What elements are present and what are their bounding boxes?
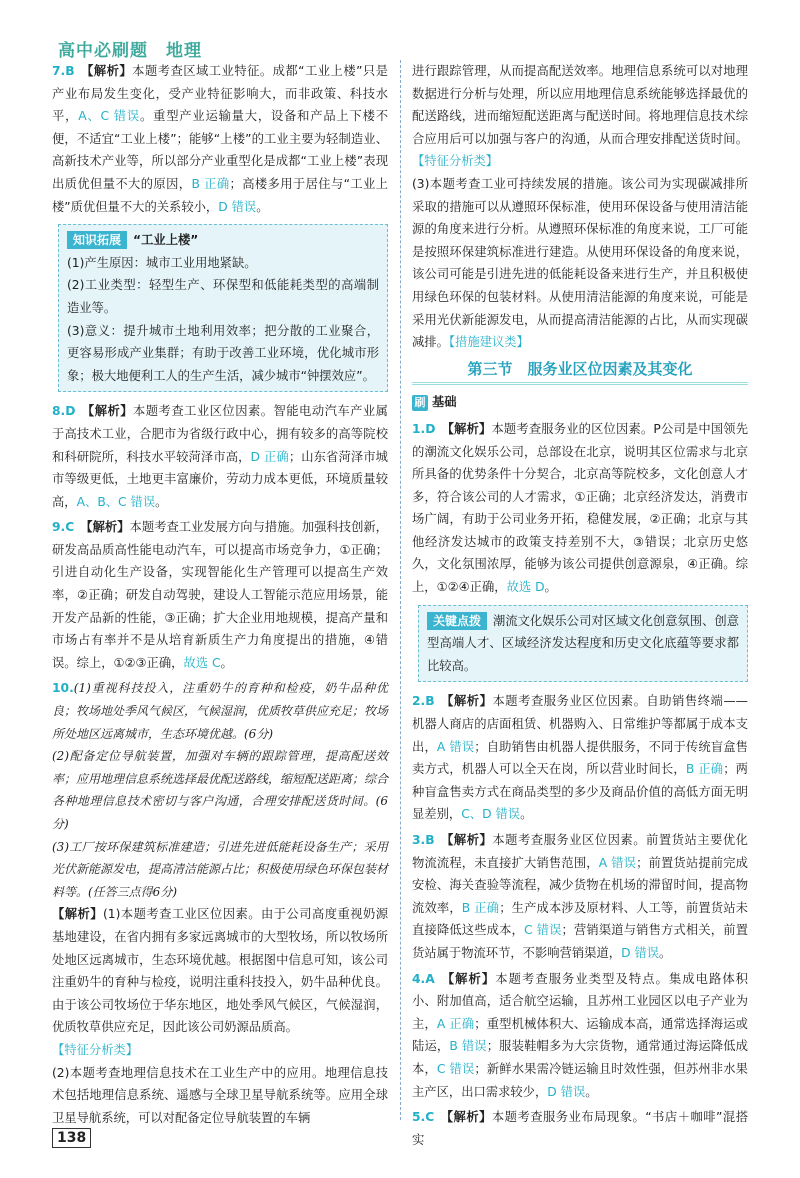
- box-label: 知识拓展: [67, 231, 127, 249]
- box-line: (2)工业类型：轻型生产、环保型和低能耗类型的高端制造业等。: [67, 278, 379, 315]
- judgment: D 错误: [547, 1084, 586, 1099]
- text: (2)本题考查地理信息技术在工业生产中的应用。地理信息技术包括地理信息系统、遥感与全球卫星导航系统等。应用全球卫星导航系统，可以对配备定位导航装置的车辆: [52, 1065, 388, 1125]
- answer-q10-continued: [412, 60, 748, 354]
- answer-s5: [412, 1106, 748, 1151]
- category-tag: 【措施建议类】: [448, 335, 529, 350]
- judgment: D 正确: [250, 449, 289, 464]
- category-tag: 【特征分析类】: [52, 1042, 139, 1057]
- text: ；自助销售由机器人提供服务，不同于传统盲盒售卖方式，机器人可以全天在岗，所以营业时间长，: [412, 739, 748, 777]
- analysis-tag: 【解析】: [441, 421, 492, 436]
- analysis-tag: 【解析】: [440, 833, 493, 847]
- handwritten-answer: (3)工厂按环保建筑标准建造；引进先进低能耗设备生产；采用光伏新能源发电，提高清洁能源占比；积极使用绿色环保包装材料等。(任答三点得6分): [52, 839, 389, 899]
- question-number: 1.: [412, 421, 426, 436]
- answer-q10: [52, 677, 388, 1129]
- judgment: 故选 D: [506, 580, 545, 595]
- text: 本题考查服务业区位因素。自助销售终端——机器人商店的店面租赁、机器购入、日常维护等都属于成本支出，: [412, 694, 748, 754]
- judgment: A、B、C 错误: [76, 494, 156, 509]
- text: (3)本题考查工业可持续发展的措施。该公司为实现碳减排所采取的措施可以从遵照环保标准，使用环保设备与使用清洁能源的角度来进行分析。从遵照环保标准的角度来说，工厂可能是按照环保建筑标准进行建造。从使用环保设备的角度来说，该公司可能是引进先进的低能耗设备来进行生产，并且积极使用绿色环保的包装材料。从使用清洁能源的角度来说，可能是采用光伏新能源发电，从而提高清洁能源的占比，从而实现碳减排。: [412, 176, 748, 350]
- text: 。: [544, 580, 557, 595]
- text: ；两种盲盒售卖方式在商品类型的多少及商品价值的高低方面无明显差别，: [412, 762, 748, 822]
- column-divider: [400, 60, 401, 1120]
- question-number: 9.: [52, 520, 66, 535]
- answer-letter: B: [65, 64, 75, 78]
- text: ；重型机械体积大、运输成本高，通常选择海运或陆运，: [412, 1016, 748, 1054]
- judgment: C 错误: [523, 923, 562, 938]
- handwritten-answer: (1)重视科技投入，注重奶牛的育种和检疫，奶牛品种优良；牧场地处季风气候区，气候湿润，优质牧草供应充足；牧场所处地区远离城市，生态环境优越。(6分): [52, 681, 389, 741]
- judgment: A 错误: [436, 739, 475, 754]
- box-line: (3)意义：提升城市土地利用效率；把分散的工业聚合，更容易形成产业集群；有助于改善工业环境，优化城市形象；极大地便利工人的生产生活，减少城市“钟摆效应”。: [67, 323, 379, 383]
- answer-letter: D: [65, 404, 76, 419]
- judgment: D 错误: [218, 199, 257, 214]
- judgment: B 正确: [685, 762, 724, 777]
- answer-q8: [52, 400, 388, 513]
- answer-letter: C: [65, 520, 75, 535]
- answer-q7: [52, 60, 388, 218]
- answer-letter: D: [425, 421, 436, 436]
- analysis-tag: 【解析】: [52, 907, 103, 922]
- text: 本题考查服务业的区位因素。P公司是中国领先的潮流文化娱乐公司，总部设在北京，说明其区位需求与北京所具备的优势条件十分契合，北京高等院校多，文化创意人才多，符合该公司的人才需求，①正确；北京经济发达，消费市场广阔，有助于公司业务开拓，稳健发展，②正确；北京与其他经济发达城市的政策支持差别不大，③错误；北京历史悠久，文化氛围浓厚，能够为该公司提供创意源泉，④正确。综上，①②④正确，: [412, 421, 748, 595]
- box-label: 关键点拨: [427, 612, 487, 630]
- judgment: A 错误: [598, 855, 637, 870]
- analysis-tag: 【解析】: [440, 971, 496, 986]
- text: ；生产成本涉及原材料、人工等，前置货站未直接降低这些成本，: [412, 900, 748, 938]
- text: 本题考查工业发展方向与措施。加强科技创新，研发高品质高性能电动汽车，可以提高市场竞争力，①正确；引进自动化生产设备，实现智能化生产管理可以提高生产效率，②正确；研发自动驾驶，建设人工智能示范应用场景，能开发产品新的性能，③正确；扩大企业用地规模，提高产量和市场占有率并不是从培育新质生产力角度提出的措施，④错误。综上，①②③正确，: [52, 520, 388, 670]
- text: 本题考查服务业区位因素。前置货站主要优化物流流程，未直接扩大销售范围，: [412, 833, 748, 870]
- analysis-tag: 【解析】: [80, 520, 130, 535]
- level-heading: [412, 391, 748, 414]
- text: (1)本题考查工业区位因素。由于公司高度重视奶源基地建设，在省内拥有多家远离城市的大型牧场，所以牧场所处地区远离城市，生态环境优越。根据图中信息可知，该公司注重奶牛的育种与检疫，说明注重科技投入，奶牛品种优良。由于该公司牧场位于华东地区，地处季风气候区，气候湿润，优质牧草供应充足，因此该公司奶源品质高。: [52, 907, 388, 1035]
- judgment: D 错误: [621, 945, 660, 960]
- answer-letter: C: [425, 1110, 435, 1125]
- answer-letter: B: [425, 694, 435, 709]
- text: 本题考查区域工业特征。成都“工业上楼”只是产业布局发生变化，受产业特征影响大，而非政策、科技水平，: [52, 64, 388, 124]
- text: 。重型产业运输量大，设备和产品上下楼不便，不适宜“工业上楼”；能够“上楼”的工业主要为轻制造业、高新技术产业等，所以部分产业重型化是成都“工业上楼”表现出质优但量不大的原因，: [52, 109, 388, 191]
- text: 。: [659, 945, 672, 960]
- judgment: B 正确: [461, 900, 500, 915]
- analysis-tag: 【解析】: [440, 694, 493, 709]
- text: 。: [155, 494, 168, 509]
- text: 。: [256, 199, 269, 214]
- text: 。: [520, 807, 533, 822]
- judgment: 故选 C: [183, 655, 221, 670]
- question-number: 8.: [52, 404, 66, 419]
- question-number: 10.: [52, 681, 74, 696]
- page-header-title: 高中必刷题 地理: [58, 41, 202, 61]
- text: ；营销渠道与销售方式相关，前置货站属于物流环节，不影响营销渠道，: [412, 923, 748, 960]
- page-number: 138: [52, 1128, 91, 1148]
- judgment: B 正确: [191, 176, 230, 191]
- judgment: C 错误: [436, 1061, 475, 1076]
- level-label: 基础: [432, 395, 457, 410]
- question-number: 2.: [412, 694, 426, 709]
- answer-letter: B: [425, 833, 435, 847]
- answer-s4: [412, 968, 748, 1104]
- question-number: 5.: [412, 1110, 426, 1125]
- section-title: 第三节 服务业区位因素及其变化: [412, 358, 748, 386]
- answer-letter: A: [425, 971, 435, 986]
- text: 本题考查工业区位因素。智能电动汽车产业属于高技术工业，合肥市为省级行政中心，拥有较多的高等院校和科研院所，科技水平较菏泽市高，: [52, 404, 388, 464]
- question-number: 3.: [412, 833, 426, 847]
- analysis-tag: 【解析】: [440, 1110, 492, 1125]
- text: 。: [220, 655, 233, 670]
- box-text: 潮流文化娱乐公司对区域文化创意氛围、创意型高端人才、区域经济发达程度和历史文化底蕴等要求都比较高。: [427, 613, 739, 673]
- text: 。: [585, 1084, 598, 1099]
- box-title: “工业上楼”: [133, 233, 199, 248]
- text: ；前置货站提前完成安检、海关查验等流程，减少货物在机场的滞留时间，提高物流效率，: [412, 855, 748, 915]
- text: 本题考查服务业布局现象。“书店＋咖啡”混搭实: [412, 1110, 748, 1147]
- text: ；山东省菏泽市城市等级更低，土地更丰富廉价，劳动力成本更低，环境质量较高，: [52, 449, 388, 509]
- handwritten-answer: (2)配备定位导航装置，加强对车辆的跟踪管理，提高配送效率；应用地理信息系统选择最优配送路线，缩短配送距离；综合各种地理信息技术密切与客户沟通，合理安排配送货时间。(6分): [52, 749, 389, 831]
- analysis-tag: 【解析】: [80, 64, 133, 78]
- text: ；新鲜水果需冷链运输且时效性强，但苏州非水果主产区，出口需求较少，: [412, 1061, 748, 1099]
- answer-s2: [412, 690, 748, 826]
- judgment: C、D 错误: [461, 807, 521, 822]
- answer-s3: [412, 829, 748, 965]
- analysis-tag: 【解析】: [81, 404, 134, 419]
- category-tag: 【特征分析类】: [412, 154, 499, 169]
- text: 本题考查服务业类型及特点。集成电路体积小、附加值高，适合航空运输，且苏州工业园区以电子产业为主，: [412, 971, 748, 1031]
- judgment: A 正确: [436, 1016, 475, 1031]
- question-number: 4.: [412, 971, 426, 986]
- knowledge-extension-box: [58, 224, 388, 392]
- right-column: [412, 60, 748, 1154]
- judgment: B 错误: [449, 1039, 487, 1054]
- text: 进行跟踪管理，从而提高配送效率。地理信息系统可以对地理数据进行分析与处理，所以应用地理信息系统能够选择最优的配送路线，进而缩短配送距离与配送时间。将地理信息技术综合应用后可以加强与客户的沟通，从而合理安排配送货时间。: [412, 64, 748, 146]
- left-column: [52, 60, 388, 1132]
- level-badge: 刷: [412, 395, 428, 411]
- answer-s1: [412, 418, 748, 599]
- text: ；高楼多用于居住与“工业上楼”质优但量不大的关系较小，: [52, 176, 388, 214]
- answer-q9: [52, 516, 388, 674]
- question-number: 7.: [52, 64, 66, 78]
- key-point-box: [418, 605, 748, 683]
- judgment: A、C 错误: [78, 109, 140, 124]
- box-line: (1)产生原因：城市工业用地紧缺。: [67, 255, 257, 270]
- text: ；服装鞋帽多为大宗货物，通常通过海运降低成本，: [412, 1039, 748, 1076]
